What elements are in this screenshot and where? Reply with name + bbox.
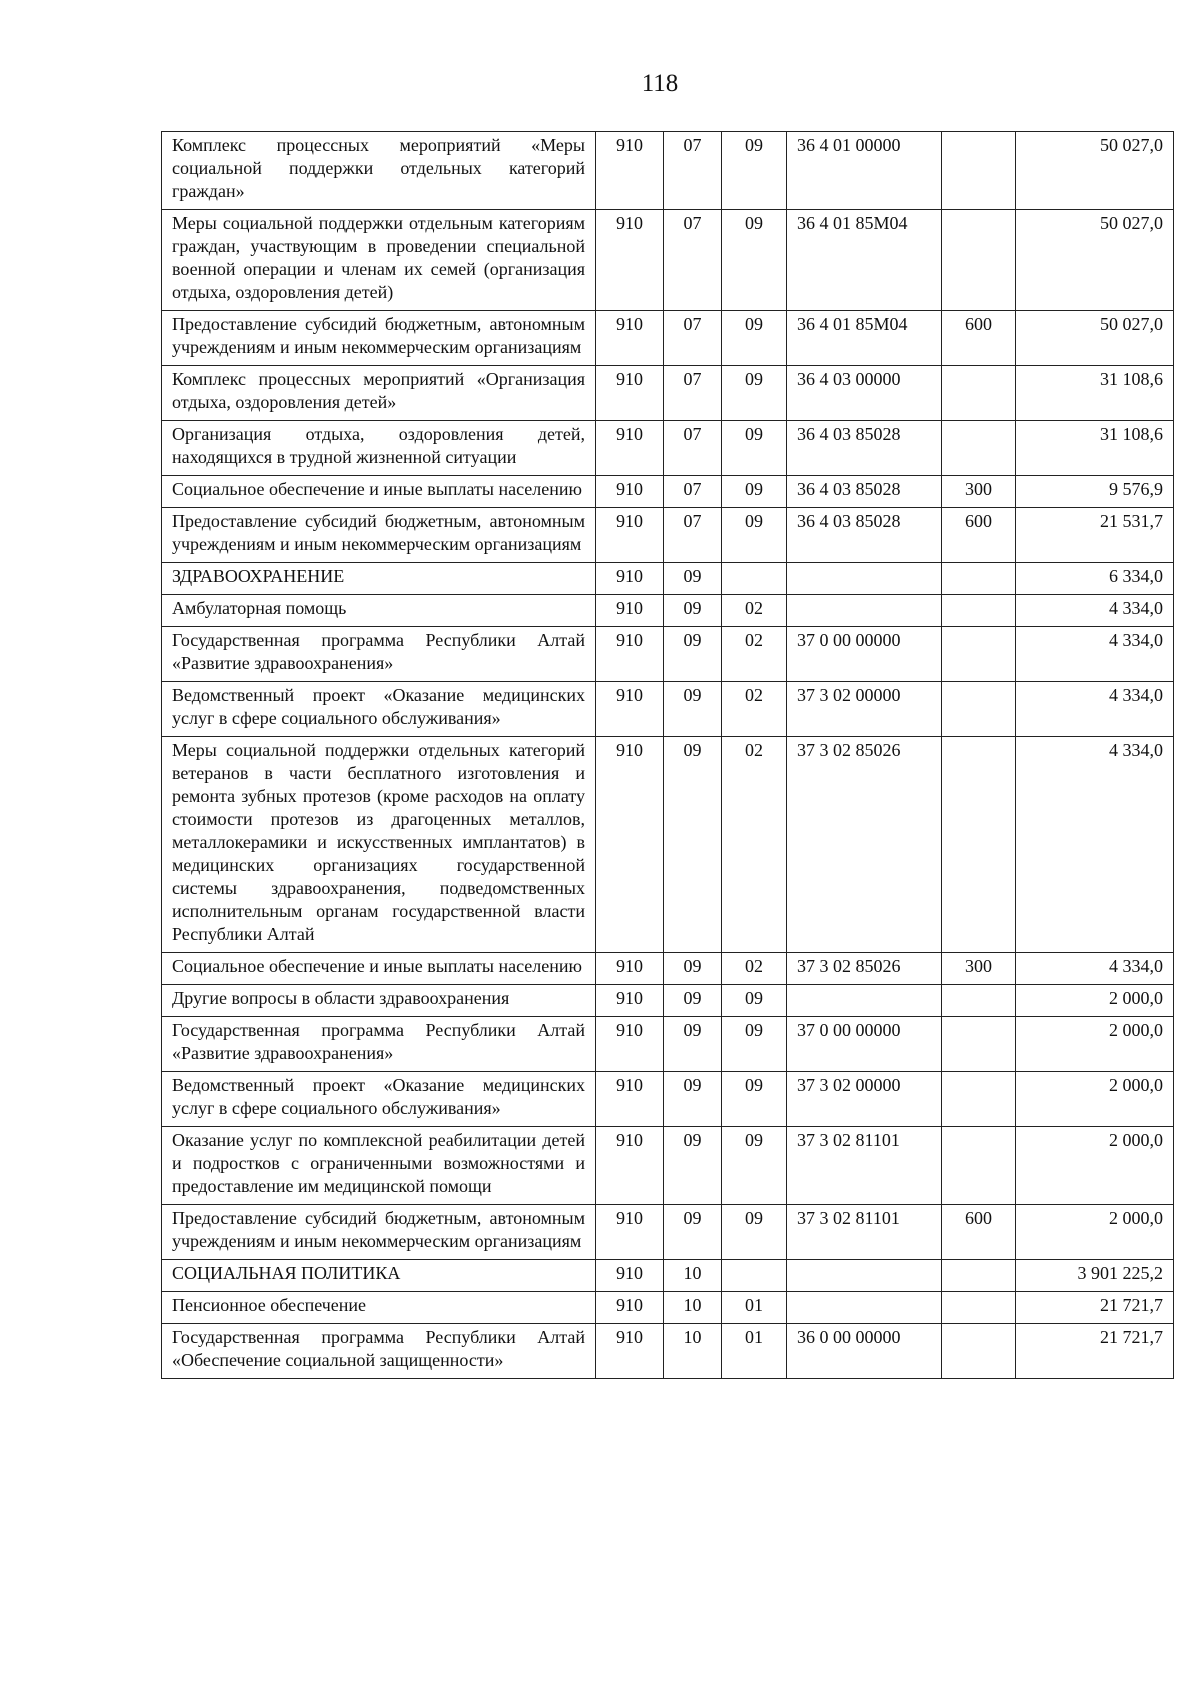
table-row (162, 508, 1174, 563)
row-pr (722, 1260, 787, 1292)
row-csr: 37 3 02 81101 (787, 1127, 942, 1205)
row-gr: 910 (596, 366, 664, 421)
row-name: Организация отдыха, оздоровления детей, находящихся в трудной жизненной ситуации (162, 421, 596, 476)
row-gr: 910 (596, 595, 664, 627)
table-row (162, 476, 1174, 508)
row-pr: 09 (722, 476, 787, 508)
row-vr (942, 1127, 1016, 1205)
row-gr: 910 (596, 1205, 664, 1260)
row-pr: 02 (722, 953, 787, 985)
row-name: Предоставление субсидий бюджетным, автономным учреждениям и иным некоммерческим организациям (162, 508, 596, 563)
row-csr (787, 1292, 942, 1324)
row-rz: 07 (664, 210, 722, 311)
table-row (162, 311, 1174, 366)
row-rz: 09 (664, 595, 722, 627)
table-row (162, 595, 1174, 627)
table-row (162, 1260, 1174, 1292)
row-sum: 2 000,0 (1016, 1127, 1174, 1205)
row-sum: 50 027,0 (1016, 311, 1174, 366)
row-csr: 37 0 00 00000 (787, 1017, 942, 1072)
row-sum: 3 901 225,2 (1016, 1260, 1174, 1292)
row-sum: 50 027,0 (1016, 210, 1174, 311)
row-sum: 2 000,0 (1016, 1072, 1174, 1127)
row-pr: 09 (722, 1127, 787, 1205)
row-csr (787, 595, 942, 627)
row-rz: 10 (664, 1260, 722, 1292)
row-vr (942, 132, 1016, 210)
row-sum: 4 334,0 (1016, 737, 1174, 953)
row-sum: 21 531,7 (1016, 508, 1174, 563)
row-pr: 09 (722, 421, 787, 476)
row-name: Меры социальной поддержки отдельных категорий ветеранов в части бесплатного изготовления и ремонта зубных протезов (кроме расходов на оплату стоимости протезов из драгоценных металлов, металлокерамики и искусственных имплантатов) в медицинских организациях государственной системы здравоохранения, подведомственных исполнительным органам государственной власти Республики Алтай (162, 737, 596, 953)
row-sum: 2 000,0 (1016, 985, 1174, 1017)
row-rz: 09 (664, 1072, 722, 1127)
row-gr: 910 (596, 421, 664, 476)
table-row (162, 132, 1174, 210)
page-number: 118 (641, 70, 679, 97)
row-sum: 50 027,0 (1016, 132, 1174, 210)
row-vr (942, 1072, 1016, 1127)
row-name: Пенсионное обеспечение (162, 1292, 596, 1324)
row-vr (942, 421, 1016, 476)
row-name: Государственная программа Республики Алтай «Обеспечение социальной защищенности» (162, 1324, 596, 1379)
row-vr: 600 (942, 311, 1016, 366)
row-gr: 910 (596, 210, 664, 311)
row-pr: 09 (722, 311, 787, 366)
row-pr: 09 (722, 1017, 787, 1072)
row-vr: 300 (942, 476, 1016, 508)
row-gr: 910 (596, 476, 664, 508)
table-row (162, 627, 1174, 682)
row-rz: 09 (664, 737, 722, 953)
row-rz: 09 (664, 627, 722, 682)
table-row (162, 1324, 1174, 1379)
row-rz: 07 (664, 476, 722, 508)
row-csr: 36 4 03 85028 (787, 476, 942, 508)
row-vr (942, 595, 1016, 627)
row-vr (942, 1260, 1016, 1292)
row-rz: 07 (664, 508, 722, 563)
row-name: Социальное обеспечение и иные выплаты населению (162, 476, 596, 508)
row-csr: 36 4 01 85M04 (787, 210, 942, 311)
row-name: Оказание услуг по комплексной реабилитации детей и подростков с ограниченными возможностями и предоставление им медицинской помощи (162, 1127, 596, 1205)
row-gr: 910 (596, 1017, 664, 1072)
row-rz: 07 (664, 421, 722, 476)
row-rz: 09 (664, 1205, 722, 1260)
row-rz: 09 (664, 682, 722, 737)
table-row (162, 985, 1174, 1017)
row-vr (942, 1017, 1016, 1072)
row-sum: 9 576,9 (1016, 476, 1174, 508)
row-pr: 01 (722, 1324, 787, 1379)
row-name: Ведомственный проект «Оказание медицинских услуг в сфере социального обслуживания» (162, 1072, 596, 1127)
row-gr: 910 (596, 563, 664, 595)
row-vr (942, 210, 1016, 311)
row-gr: 910 (596, 953, 664, 985)
table-row (162, 1072, 1174, 1127)
row-gr: 910 (596, 682, 664, 737)
row-csr (787, 1260, 942, 1292)
row-gr: 910 (596, 985, 664, 1017)
row-csr: 36 4 03 85028 (787, 421, 942, 476)
row-sum: 31 108,6 (1016, 421, 1174, 476)
row-csr: 37 3 02 00000 (787, 682, 942, 737)
row-csr: 36 4 03 00000 (787, 366, 942, 421)
row-pr: 09 (722, 132, 787, 210)
row-gr: 910 (596, 1127, 664, 1205)
row-csr: 36 4 01 00000 (787, 132, 942, 210)
row-csr: 37 3 02 85026 (787, 953, 942, 985)
row-pr: 09 (722, 210, 787, 311)
row-gr: 910 (596, 1260, 664, 1292)
row-pr: 02 (722, 682, 787, 737)
table-row (162, 1205, 1174, 1260)
row-vr (942, 1292, 1016, 1324)
row-name: Комплекс процессных мероприятий «Меры социальной поддержки отдельных категорий граждан» (162, 132, 596, 210)
row-csr: 36 4 01 85M04 (787, 311, 942, 366)
row-name: Комплекс процессных мероприятий «Организация отдыха, оздоровления детей» (162, 366, 596, 421)
table-row (162, 366, 1174, 421)
row-pr: 09 (722, 366, 787, 421)
row-csr (787, 563, 942, 595)
row-name: Социальное обеспечение и иные выплаты населению (162, 953, 596, 985)
row-rz: 07 (664, 366, 722, 421)
row-vr (942, 985, 1016, 1017)
row-gr: 910 (596, 1324, 664, 1379)
row-sum: 2 000,0 (1016, 1205, 1174, 1260)
row-sum: 21 721,7 (1016, 1292, 1174, 1324)
row-csr: 37 3 02 81101 (787, 1205, 942, 1260)
row-name: Ведомственный проект «Оказание медицинских услуг в сфере социального обслуживания» (162, 682, 596, 737)
row-pr: 09 (722, 985, 787, 1017)
row-csr: 36 4 03 85028 (787, 508, 942, 563)
row-rz: 07 (664, 132, 722, 210)
row-rz: 07 (664, 311, 722, 366)
row-name: Предоставление субсидий бюджетным, автономным учреждениям и иным некоммерческим организациям (162, 311, 596, 366)
row-name: Государственная программа Республики Алтай «Развитие здравоохранения» (162, 627, 596, 682)
row-pr: 02 (722, 595, 787, 627)
row-gr: 910 (596, 627, 664, 682)
row-sum: 4 334,0 (1016, 627, 1174, 682)
row-sum: 4 334,0 (1016, 953, 1174, 985)
table-row (162, 563, 1174, 595)
row-rz: 10 (664, 1292, 722, 1324)
row-vr: 300 (942, 953, 1016, 985)
row-pr: 09 (722, 1072, 787, 1127)
row-vr: 600 (942, 1205, 1016, 1260)
row-rz: 09 (664, 953, 722, 985)
row-csr: 37 3 02 00000 (787, 1072, 942, 1127)
row-sum: 6 334,0 (1016, 563, 1174, 595)
table-row (162, 1017, 1174, 1072)
table-row (162, 1292, 1174, 1324)
row-gr: 910 (596, 508, 664, 563)
table-row (162, 953, 1174, 985)
row-pr: 02 (722, 627, 787, 682)
row-csr: 37 0 00 00000 (787, 627, 942, 682)
row-pr: 09 (722, 1205, 787, 1260)
table-row (162, 210, 1174, 311)
row-name: Другие вопросы в области здравоохранения (162, 985, 596, 1017)
row-gr: 910 (596, 1292, 664, 1324)
row-gr: 910 (596, 1072, 664, 1127)
row-rz: 09 (664, 985, 722, 1017)
row-rz: 09 (664, 563, 722, 595)
row-sum: 2 000,0 (1016, 1017, 1174, 1072)
row-rz: 09 (664, 1017, 722, 1072)
table-row (162, 1127, 1174, 1205)
row-pr (722, 563, 787, 595)
row-csr: 37 3 02 85026 (787, 737, 942, 953)
row-pr: 02 (722, 737, 787, 953)
row-vr (942, 563, 1016, 595)
budget-table (161, 131, 1174, 1379)
row-pr: 01 (722, 1292, 787, 1324)
row-vr (942, 1324, 1016, 1379)
row-rz: 09 (664, 1127, 722, 1205)
row-sum: 31 108,6 (1016, 366, 1174, 421)
row-name: Государственная программа Республики Алтай «Развитие здравоохранения» (162, 1017, 596, 1072)
row-name: ЗДРАВООХРАНЕНИЕ (162, 563, 596, 595)
row-name: СОЦИАЛЬНАЯ ПОЛИТИКА (162, 1260, 596, 1292)
budget-table-body (162, 132, 1174, 1379)
row-name: Меры социальной поддержки отдельным категориям граждан, участвующим в проведении специальной военной операции и членам их семей (организация отдыха, оздоровления детей) (162, 210, 596, 311)
row-vr: 600 (942, 508, 1016, 563)
row-pr: 09 (722, 508, 787, 563)
row-sum: 21 721,7 (1016, 1324, 1174, 1379)
row-vr (942, 627, 1016, 682)
row-gr: 910 (596, 311, 664, 366)
row-sum: 4 334,0 (1016, 682, 1174, 737)
row-rz: 10 (664, 1324, 722, 1379)
row-csr (787, 985, 942, 1017)
row-vr (942, 682, 1016, 737)
table-row (162, 737, 1174, 953)
row-name: Предоставление субсидий бюджетным, автономным учреждениям и иным некоммерческим организациям (162, 1205, 596, 1260)
row-sum: 4 334,0 (1016, 595, 1174, 627)
row-csr: 36 0 00 00000 (787, 1324, 942, 1379)
row-gr: 910 (596, 737, 664, 953)
row-vr (942, 366, 1016, 421)
row-name: Амбулаторная помощь (162, 595, 596, 627)
row-gr: 910 (596, 132, 664, 210)
table-row (162, 421, 1174, 476)
table-row (162, 682, 1174, 737)
row-vr (942, 737, 1016, 953)
